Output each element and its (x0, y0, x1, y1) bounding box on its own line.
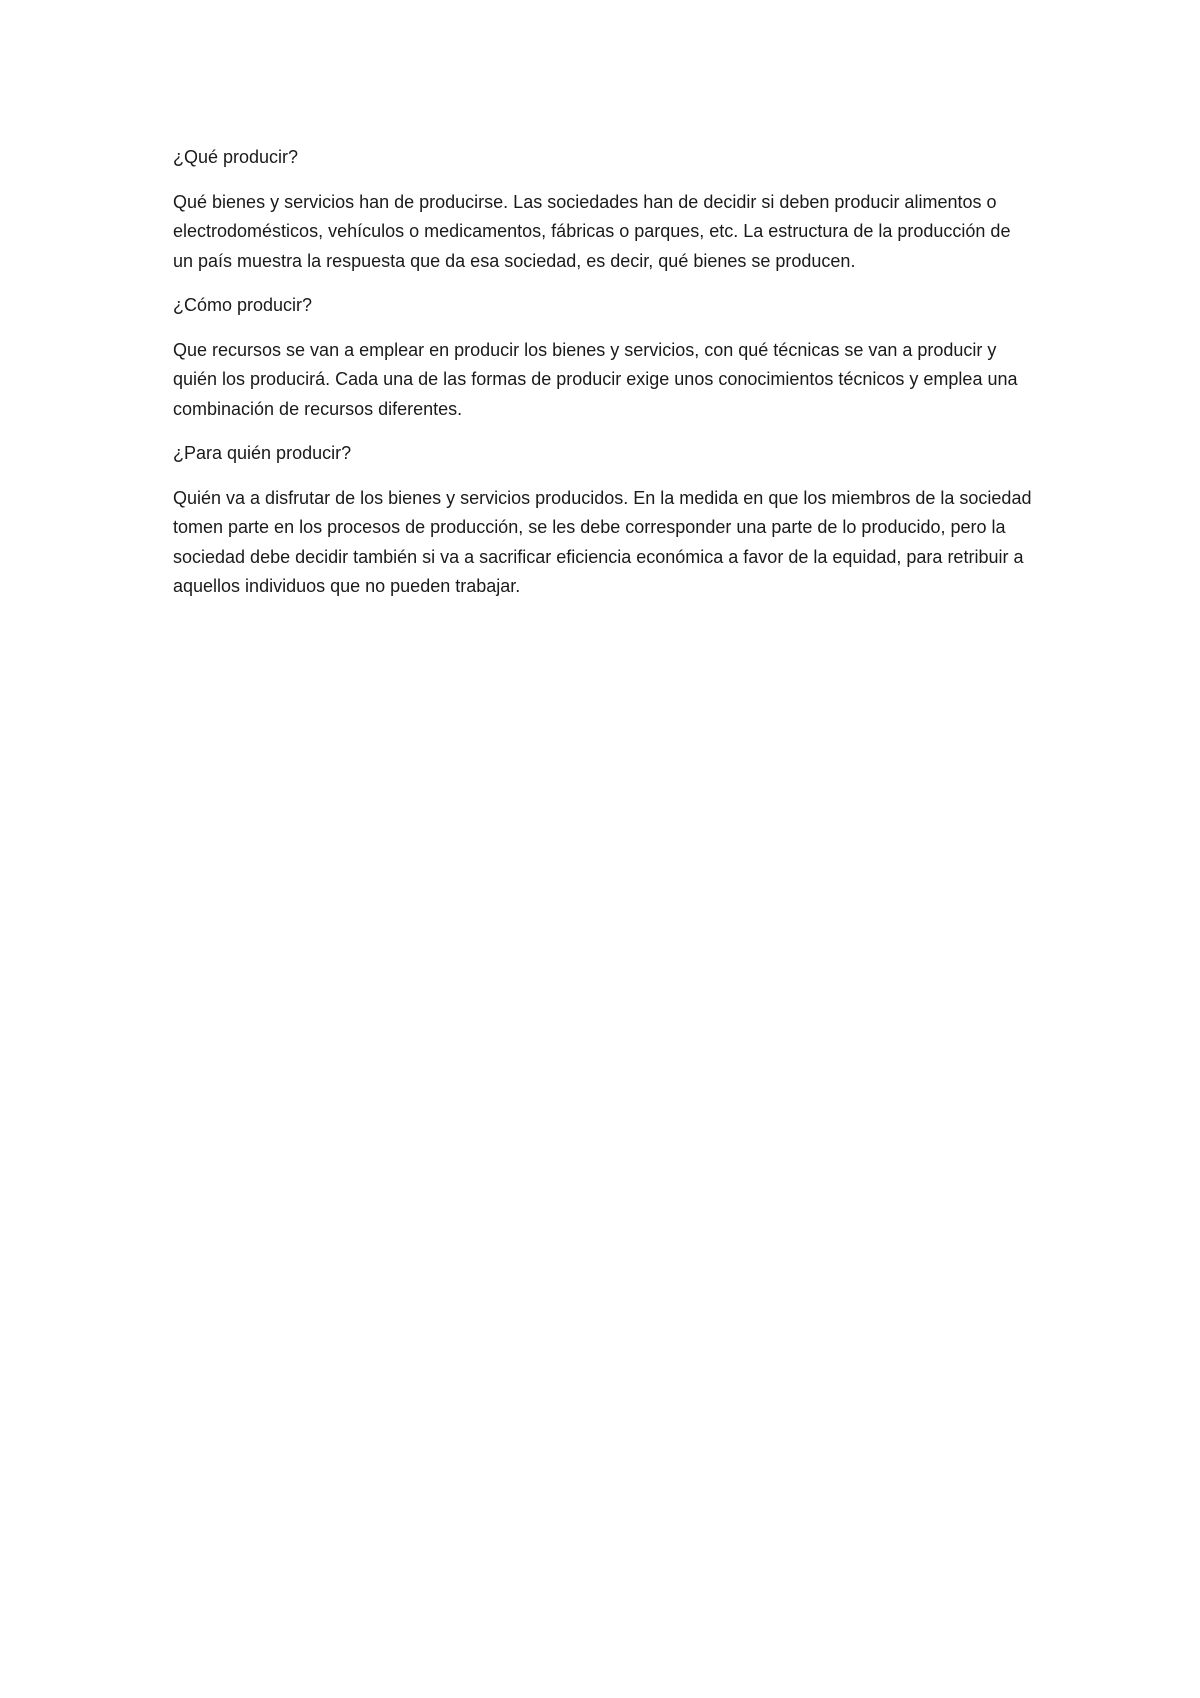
section-heading-para-quien-producir: ¿Para quién producir? (173, 443, 352, 463)
section-paragraph-para-quien-producir: Quién va a disfrutar de los bienes y servicios producidos. En la medida en que los miembros de la sociedad tomen parte en los procesos de producción, se les debe corresponder una parte de lo producido, pero la sociedad debe decidir también si va a sacrificar eficiencia económica a favor de la equidad, para retribuir a aquellos individuos que no pueden trabajar. (173, 487, 1032, 596)
section-paragraph-como-producir: Que recursos se van a emplear en producir los bienes y servicios, con qué técnicas se van a producir y quién los producirá. Cada una de las formas de producir exige unos conocimientos técnicos y emplea una combinación de recursos diferentes. (173, 339, 1018, 419)
document-body (173, 143, 1033, 617)
section-heading-como-producir: ¿Cómo producir? (173, 295, 313, 315)
section-heading-que-producir: ¿Qué producir? (173, 147, 299, 167)
section-paragraph-que-producir: Qué bienes y servicios han de producirse. Las sociedades han de decidir si deben producir alimentos o electrodomésticos, vehículos o medicamentos, fábricas o parques, etc. La estructura de la producción de un país muestra la respuesta que da esa sociedad, es decir, qué bienes se producen. (173, 191, 1011, 271)
